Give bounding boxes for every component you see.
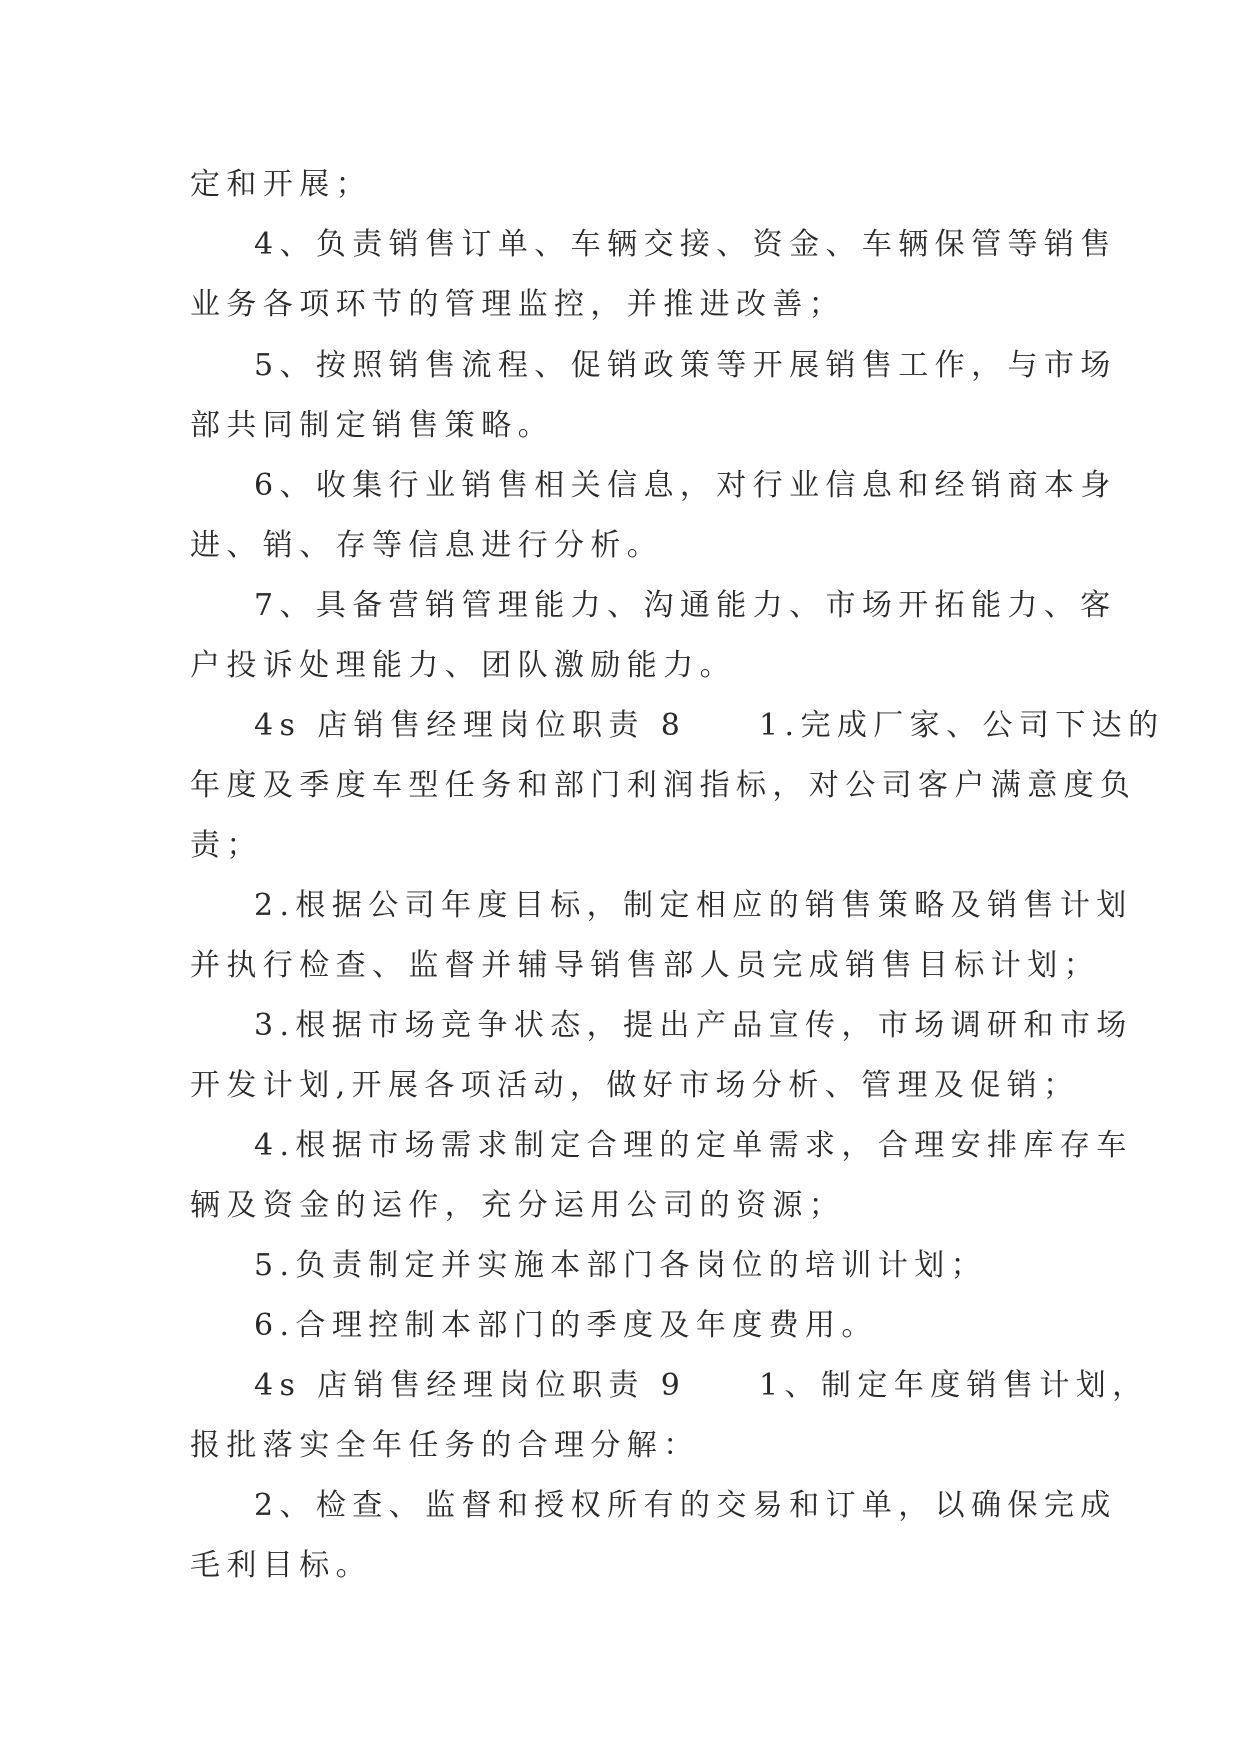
text-line: 5、按照销售流程、促销政策等开展销售工作，与市场 (254, 348, 1117, 383)
text-line: 业务各项环节的管理监控，并推进改善； (190, 287, 846, 322)
text-line: 进、销、存等信息进行分析。 (190, 528, 664, 563)
text-line: 4.根据市场需求制定合理的定单需求，合理安排库存车 (254, 1128, 1133, 1163)
text-line: 3.根据市场竞争状态，提出产品宣传，市场调研和市场 (254, 1008, 1133, 1043)
text-line: 责； (190, 828, 263, 863)
text-line: 2.根据公司年度目标，制定相应的销售策略及销售计划 (254, 888, 1133, 923)
text-line: 5.负责制定并实施本部门各岗位的培训计划； (254, 1248, 988, 1283)
text-line: 毛利目标。 (190, 1548, 372, 1583)
text-line: 4、负责销售订单、车辆交接、资金、车辆保管等销售 (254, 227, 1117, 262)
text-line: 户投诉处理能力、团队激励能力。 (190, 648, 736, 683)
text-line: 并执行检查、监督并辅导销售部人员完成销售目标计划； (190, 948, 1100, 983)
text-line: 年度及季度车型任务和部门利润指标，对公司客户满意度负 (190, 768, 1137, 803)
section-heading-line: 4s 店销售经理岗位职责 8 1.完成厂家、公司下达的 (254, 708, 1165, 743)
text-line: 定和开展； (190, 167, 372, 202)
text-line: 6、收集行业销售相关信息，对行业信息和经销商本身 (254, 468, 1117, 503)
text-line: 辆及资金的运作，充分运用公司的资源； (190, 1188, 846, 1223)
text-line: 部共同制定销售策略。 (190, 408, 554, 443)
section-heading-line: 4s 店销售经理岗位职责 9 1、制定年度销售计划， (254, 1368, 1149, 1403)
text-line: 开发计划,开展各项活动，做好市场分析、管理及促销； (190, 1068, 1080, 1103)
text-line: 7、具备营销管理能力、沟通能力、市场开拓能力、客 (254, 588, 1117, 623)
text-line: 6.合理控制本部门的季度及年度费用。 (254, 1308, 878, 1343)
text-line: 报批落实全年任务的合理分解： (190, 1428, 700, 1463)
text-line: 2、检查、监督和授权所有的交易和订单，以确保完成 (254, 1488, 1117, 1523)
